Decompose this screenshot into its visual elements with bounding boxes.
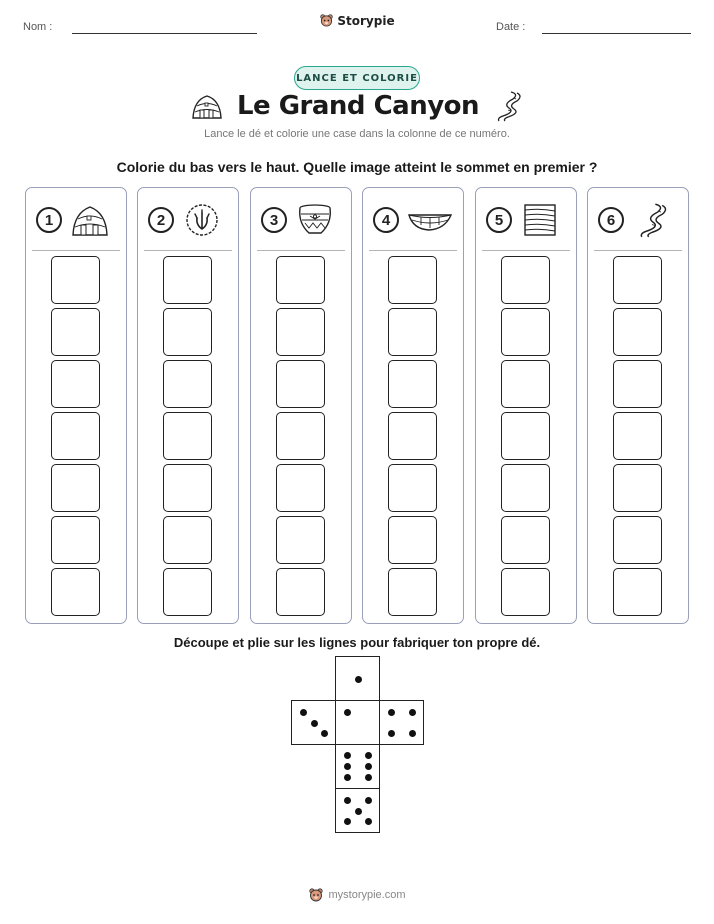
color-box[interactable] <box>613 360 662 408</box>
color-box[interactable] <box>51 464 100 512</box>
activity-badge: LANCE ET COLORIE <box>294 66 420 90</box>
die-pip <box>365 763 372 770</box>
die-instruction: Découpe et plie sur les lignes pour fabriquer ton propre dé. <box>173 635 541 650</box>
die-pip <box>344 797 351 804</box>
fossil-footprint-icon <box>182 203 222 237</box>
color-box[interactable] <box>501 360 550 408</box>
die-face-5 <box>335 788 380 833</box>
name-label: Nom : <box>23 21 53 33</box>
die-pip <box>388 709 395 716</box>
page-title: Le Grand Canyon <box>236 91 480 121</box>
die-pip <box>344 763 351 770</box>
die-pip <box>365 752 372 759</box>
brand-name: Storypie <box>337 13 395 28</box>
color-box[interactable] <box>276 412 325 460</box>
color-box[interactable] <box>51 516 100 564</box>
color-box[interactable] <box>613 308 662 356</box>
column-5 <box>475 187 577 624</box>
die-pip <box>344 774 351 781</box>
die-number: 3 <box>261 207 287 233</box>
column-header <box>486 202 570 238</box>
color-box[interactable] <box>276 568 325 616</box>
pottery-icon <box>295 203 335 237</box>
boat-icon <box>407 203 453 237</box>
die-pip <box>344 818 351 825</box>
die-face-1 <box>335 656 380 701</box>
column-header <box>598 202 682 238</box>
die-pip <box>355 676 362 683</box>
column-1 <box>25 187 127 624</box>
color-box[interactable] <box>276 464 325 512</box>
color-box[interactable] <box>163 464 212 512</box>
river-icon <box>632 202 672 238</box>
die-pip <box>321 730 328 737</box>
die-face-4 <box>379 700 424 745</box>
column-header <box>373 202 457 238</box>
color-box[interactable] <box>51 412 100 460</box>
column-2 <box>137 187 239 624</box>
color-box[interactable] <box>51 360 100 408</box>
date-label: Date : <box>496 21 526 33</box>
color-box[interactable] <box>501 256 550 304</box>
footer <box>0 887 714 903</box>
die-number: 4 <box>373 207 399 233</box>
die-face-6 <box>335 744 380 789</box>
name-line[interactable] <box>72 33 257 34</box>
color-box[interactable] <box>276 360 325 408</box>
subtitle: Lance le dé et colorie une case dans la colonne de ce numéro. <box>204 128 510 140</box>
color-box[interactable] <box>501 516 550 564</box>
cliff-dwelling-icon <box>70 203 110 237</box>
color-box[interactable] <box>613 516 662 564</box>
rock-layers-icon <box>520 203 560 237</box>
die-pip <box>388 730 395 737</box>
die-pip <box>409 709 416 716</box>
color-box[interactable] <box>163 516 212 564</box>
color-box[interactable] <box>388 516 437 564</box>
die-face-1b <box>335 700 380 745</box>
cliff-dwelling-icon <box>191 92 223 120</box>
die-number: 1 <box>36 207 62 233</box>
color-box[interactable] <box>501 568 550 616</box>
bear-mascot-icon <box>308 887 324 903</box>
column-6 <box>587 187 689 624</box>
color-box[interactable] <box>388 308 437 356</box>
color-box[interactable] <box>163 412 212 460</box>
color-box[interactable] <box>276 308 325 356</box>
die-pip <box>300 709 307 716</box>
color-box[interactable] <box>51 568 100 616</box>
color-box[interactable] <box>388 256 437 304</box>
title-row <box>0 90 714 122</box>
die-number: 2 <box>148 207 174 233</box>
color-box[interactable] <box>51 256 100 304</box>
color-box[interactable] <box>276 516 325 564</box>
die-pip <box>409 730 416 737</box>
color-box[interactable] <box>613 568 662 616</box>
color-box[interactable] <box>388 464 437 512</box>
color-box[interactable] <box>613 464 662 512</box>
column-header <box>36 202 120 238</box>
color-box[interactable] <box>388 412 437 460</box>
column-4 <box>362 187 464 624</box>
color-box[interactable] <box>613 412 662 460</box>
die-pip <box>365 774 372 781</box>
color-box[interactable] <box>501 412 550 460</box>
color-box[interactable] <box>388 568 437 616</box>
color-instruction: Colorie du bas vers le haut. Quelle image atteint le sommet en premier ? <box>116 159 598 175</box>
brand-logo <box>0 13 714 28</box>
color-box[interactable] <box>501 464 550 512</box>
die-pip <box>355 808 362 815</box>
color-box[interactable] <box>163 256 212 304</box>
color-box[interactable] <box>501 308 550 356</box>
die-pip <box>311 720 318 727</box>
color-box[interactable] <box>163 308 212 356</box>
bear-mascot-icon <box>319 13 334 28</box>
color-box[interactable] <box>388 360 437 408</box>
die-pip <box>365 818 372 825</box>
color-box[interactable] <box>613 256 662 304</box>
die-pip <box>344 752 351 759</box>
color-box[interactable] <box>163 568 212 616</box>
die-pip <box>344 709 351 716</box>
color-box[interactable] <box>163 360 212 408</box>
date-line[interactable] <box>542 33 691 34</box>
die-face-3 <box>291 700 336 745</box>
river-icon <box>493 90 523 122</box>
column-header <box>148 202 232 238</box>
column-3 <box>250 187 352 624</box>
color-box[interactable] <box>276 256 325 304</box>
die-pip <box>365 797 372 804</box>
color-box[interactable] <box>51 308 100 356</box>
die-number: 6 <box>598 207 624 233</box>
footer-url[interactable]: mystorypie.com <box>328 889 406 901</box>
die-number: 5 <box>486 207 512 233</box>
column-header <box>261 202 345 238</box>
